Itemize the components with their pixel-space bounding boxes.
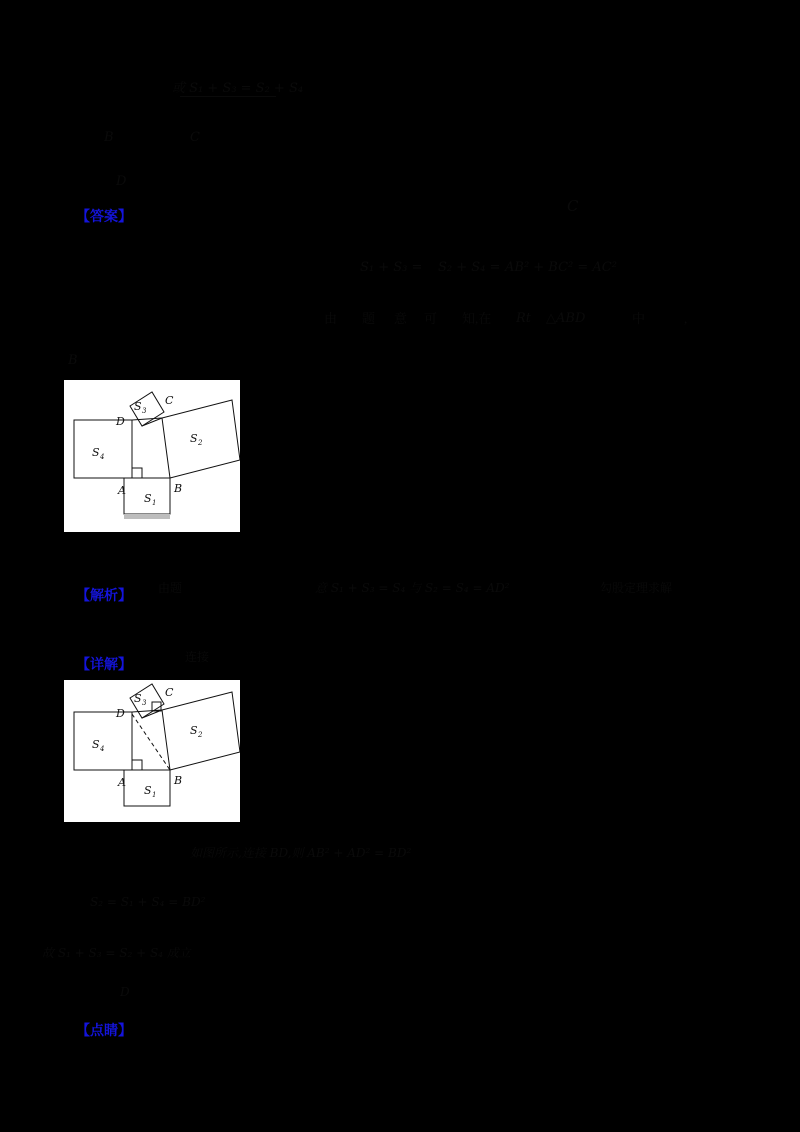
figure-label-c: C bbox=[165, 686, 174, 699]
text-fragment: 或 S₁ + S₃ = S₂ + S₄ bbox=[172, 81, 304, 96]
figure-label-d: D bbox=[116, 707, 125, 720]
figure-label-d: D bbox=[116, 415, 125, 428]
figure-label-b: B bbox=[174, 482, 183, 495]
figure-label-s2: S bbox=[190, 432, 198, 445]
text-fragment: D bbox=[120, 985, 130, 999]
answer-tag: 【答案】 bbox=[76, 210, 132, 225]
text-fragment: 如图所示,连接 BD,则 AB² + AD² = BD² bbox=[190, 846, 412, 860]
figure-label-s4-sub: 4 bbox=[100, 745, 105, 753]
text-fragment: 意 bbox=[394, 311, 408, 326]
text-fragment: 连接 bbox=[185, 650, 210, 664]
text-fragment: AB² + BC² = AC² bbox=[505, 260, 617, 275]
figure-2 bbox=[64, 680, 240, 822]
figure-label-s1-sub: 1 bbox=[152, 499, 157, 507]
text-fragment: B bbox=[68, 353, 78, 368]
figure-label-s4: S bbox=[92, 446, 100, 459]
figure-label-s3: S bbox=[134, 692, 142, 705]
figure-1-drawing bbox=[64, 380, 240, 532]
figure-label-s3-sub: 3 bbox=[142, 407, 147, 415]
figure-label-s1: S bbox=[144, 784, 152, 797]
figure-label-s1: S bbox=[144, 492, 152, 505]
text-fragment: S₂ = S₁ + S₄ = BD² bbox=[90, 895, 206, 909]
figure-label-c: C bbox=[165, 394, 174, 407]
figure-label-s2: S bbox=[190, 724, 198, 737]
figure-label-b: B bbox=[174, 774, 183, 787]
figure-label-s3-sub: 3 bbox=[142, 699, 147, 707]
figure-label-a: A bbox=[118, 776, 126, 789]
text-fragment: 意 S₁ + S₃ = S₄ 与 S₂ = S₄ = AD² bbox=[315, 581, 510, 595]
figure-label-a: A bbox=[118, 484, 126, 497]
text-fragment: 中 bbox=[632, 311, 646, 326]
text-fragment: S₁ + S₃ = bbox=[360, 260, 423, 275]
text-fragment: S₂ + S₄ = bbox=[438, 260, 501, 275]
text-fragment: 故 S₁ + S₃ = S₂ + S₄ 成立 bbox=[42, 946, 191, 960]
underline-rule bbox=[180, 96, 276, 97]
figure-label-s4-sub: 4 bbox=[100, 453, 105, 461]
summary-tag: 【点睛】 bbox=[76, 1024, 132, 1039]
text-fragment: 可 bbox=[424, 311, 438, 326]
text-fragment: △ABD bbox=[546, 311, 586, 326]
figure-1 bbox=[64, 380, 240, 532]
figure-label-s1-sub: 1 bbox=[152, 791, 157, 799]
figure-label-s4: S bbox=[92, 738, 100, 751]
figure-2-drawing bbox=[64, 680, 240, 822]
text-fragment: , bbox=[684, 311, 688, 326]
text-fragment: B bbox=[104, 130, 114, 145]
figure-label-s3: S bbox=[134, 400, 142, 413]
text-fragment: 题 bbox=[362, 311, 376, 326]
text-fragment: C bbox=[567, 197, 579, 215]
text-fragment: 知,在 bbox=[462, 311, 492, 326]
figure-label-s2-sub: 2 bbox=[198, 439, 203, 447]
text-fragment: 由 bbox=[324, 311, 338, 326]
text-fragment: 勾股定理求解 bbox=[600, 581, 673, 595]
text-fragment: 由题 bbox=[158, 581, 183, 595]
text-fragment: C bbox=[190, 130, 200, 145]
analysis-tag: 【解析】 bbox=[76, 589, 132, 604]
text-fragment: Rt bbox=[516, 311, 532, 326]
text-fragment: D bbox=[116, 174, 127, 189]
detail-tag: 【详解】 bbox=[76, 658, 132, 673]
figure-label-s2-sub: 2 bbox=[198, 731, 203, 739]
